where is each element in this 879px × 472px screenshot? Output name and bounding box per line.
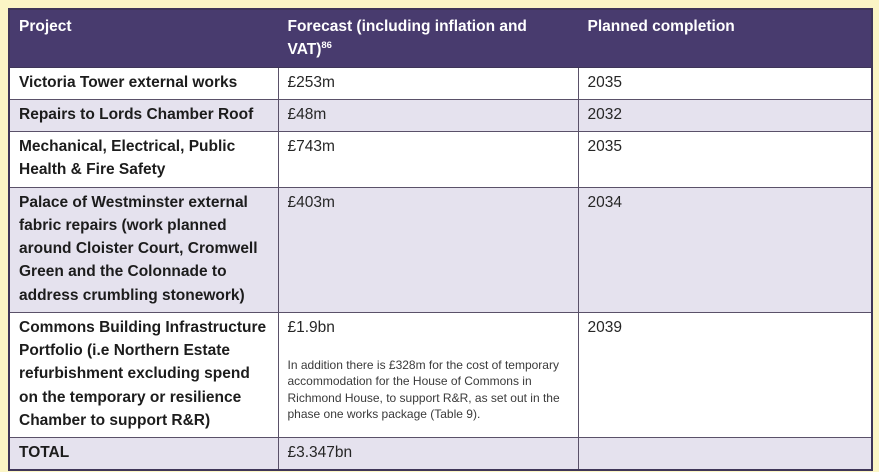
footnote-reference: 86 <box>321 40 332 52</box>
col-header-project <box>9 9 278 67</box>
forecast-value: £48m <box>287 105 327 123</box>
forecast-cell <box>278 132 578 188</box>
forecast-cell <box>278 187 578 312</box>
completion-cell: 2034 <box>578 187 872 312</box>
completion-cell: 2035 <box>578 67 872 99</box>
completion-cell <box>578 438 872 471</box>
project-cell: Mechanical, Electrical, Public Health & Fire Safety <box>9 132 278 188</box>
table-body <box>9 67 872 470</box>
total-label-cell: TOTAL <box>9 438 278 471</box>
table-row <box>9 312 872 437</box>
completion-cell: 2035 <box>578 132 872 188</box>
project-cell: Repairs to Lords Chamber Roof <box>9 99 278 131</box>
col-header-forecast-label: Forecast (including inflation and VAT) <box>287 18 527 59</box>
table-row <box>9 132 872 188</box>
forecast-note: In addition there is £328m for the cost of temporary accommodation for the House of Commons in Richmond House, to support R&R, as set out in the phase one works package (Table 9). <box>287 358 560 421</box>
header-row <box>9 9 872 67</box>
completion-cell: 2039 <box>578 312 872 437</box>
forecast-cell <box>278 99 578 131</box>
col-header-project-label: Project <box>19 18 72 35</box>
col-header-forecast <box>278 9 578 67</box>
table-row <box>9 67 872 99</box>
forecast-value: £1.9bn <box>287 318 335 336</box>
forecast-cell <box>278 438 578 471</box>
table-row <box>9 99 872 131</box>
forecast-value: £403m <box>287 193 335 211</box>
table-row <box>9 187 872 312</box>
forecast-value: £253m <box>287 73 335 91</box>
completion-cell: 2032 <box>578 99 872 131</box>
project-cost-table <box>8 8 873 471</box>
total-row <box>9 438 872 471</box>
forecast-cell <box>278 67 578 99</box>
forecast-value: £3.347bn <box>287 444 353 461</box>
forecast-value: £743m <box>287 138 335 155</box>
project-cell: Palace of Westminster external fabric repairs (work planned around Cloister Court, Cromwell Green and the Colonnade to address crumbling stonework) <box>9 187 278 312</box>
col-header-completion-label: Planned completion <box>587 18 735 35</box>
forecast-cell <box>278 312 578 437</box>
project-cell: Victoria Tower external works <box>9 67 278 99</box>
col-header-completion <box>578 9 872 67</box>
project-cell: Commons Building Infrastructure Portfolio (i.e Northern Estate refurbishment excluding spend on the temporary or resilience Chamber to support R&R) <box>9 312 278 437</box>
